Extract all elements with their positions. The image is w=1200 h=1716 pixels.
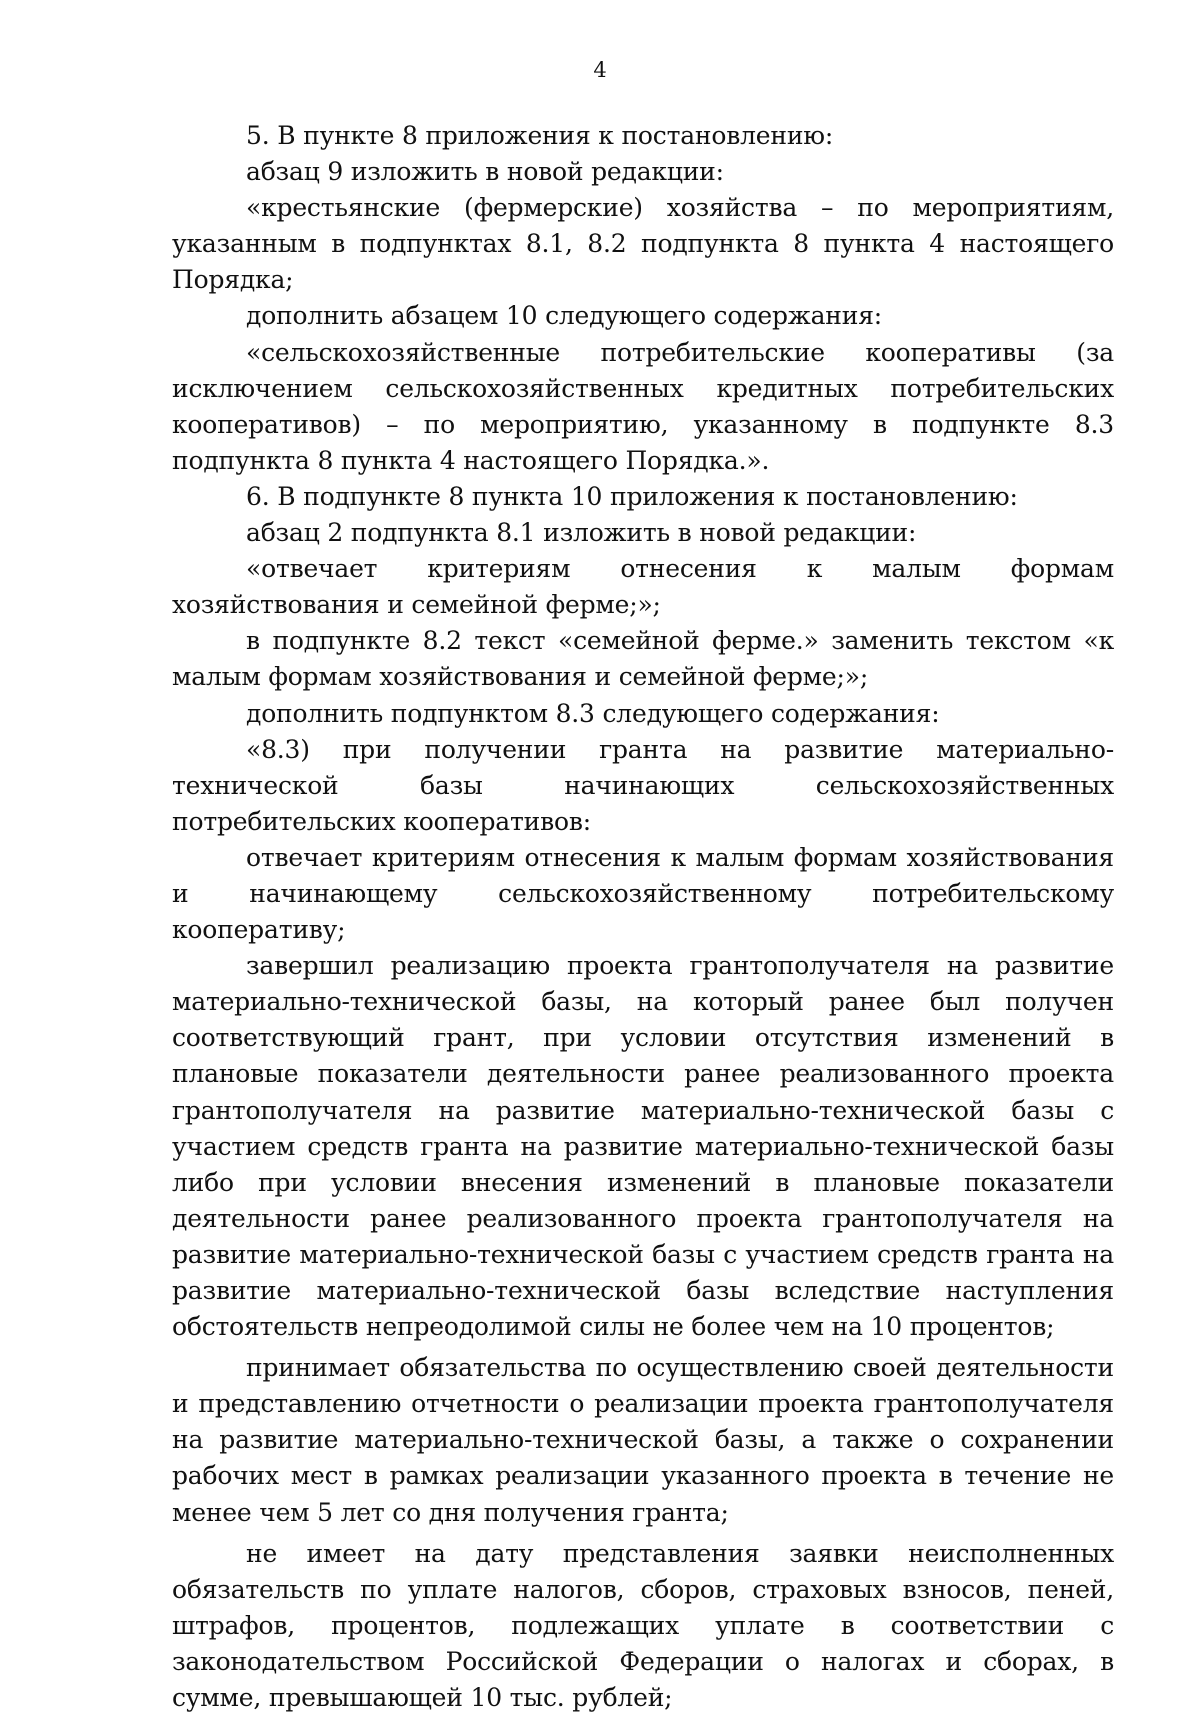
paragraph: в подпункте 8.2 текст «семейной ферме.» заменить текстом «к малым формам хозяйствования и семейной ферме;»;	[172, 626, 1114, 692]
paragraph: принимает обязательства по осуществлению своей деятельности и представлению отчетности о реализации проекта грантополучателя на развитие материально-технической базы, а также о сохранении рабочих мест в рамках реализации указанного проекта в течение не менее чем 5 лет со дня получения гранта;	[172, 1353, 1114, 1527]
paragraph: абзац 2 подпункта 8.1 изложить в новой редакции:	[246, 518, 917, 548]
paragraph-5-heading: 5. В пункте 8 приложения к постановлению:	[246, 121, 834, 150]
paragraph: не имеет на дату представления заявки неисполненных обязательств по уплате налогов, сборов, страховых взносов, пеней, штрафов, процентов, подлежащих уплате в соответствии с законодательством Российской Федерации о налогах и сборах, в сумме, превышающей 10 тыс. рублей;	[172, 1538, 1114, 1713]
paragraph: «8.3) при получении гранта на развитие материально-технической базы начинающих сельскохозяйственных потребительских кооперативов:	[172, 734, 1114, 836]
paragraph: «сельскохозяйственные потребительские кооперативы (за исключением сельскохозяйственных кредитных потребительских кооперативов) – по мероприятию, указанному в подпункте 8.3 подпункта 8 пункта 4 настоящего Порядка.».	[172, 337, 1114, 475]
paragraph: «отвечает критериям отнесения к малым формам хозяйствования и семейной ферме;»;	[172, 554, 1114, 620]
paragraph: «крестьянские (фермерские) хозяйства – по мероприятиям, указанным в подпунктах 8.1, 8.2 подпункта 8 пункта 4 настоящего Порядка;	[172, 193, 1114, 295]
page-number: 4	[593, 58, 607, 82]
paragraph: дополнить абзацем 10 следующего содержания:	[246, 301, 883, 331]
paragraph: отвечает критериям отнесения к малым формам хозяйствования и начинающему сельскохозяйственному потребительскому кооперативу;	[172, 842, 1114, 945]
document-body	[172, 118, 1114, 1716]
paragraph: абзац 9 изложить в новой редакции:	[246, 157, 724, 187]
paragraph-6-heading: 6. В подпункте 8 пункта 10 приложения к постановлению:	[246, 481, 1018, 511]
paragraph: завершил реализацию проекта грантополучателя на развитие материально-технической базы, на который ранее был получен соответствующий грант, при условии отсутствия изменений в плановые показатели деятельности ранее реализованного проекта грантополучателя на развитие материально-технической базы с участием средств гранта на развитие материально-технической базы либо при условии внесения изменений в плановые показатели деятельности ранее реализованного проекта грантополучателя на развитие материально-технической базы с участием средств гранта на развитие материально-технической базы вследствие наступления обстоятельств непреодолимой силы не более чем на 10 процентов;	[172, 951, 1114, 1342]
paragraph: дополнить подпунктом 8.3 следующего содержания:	[246, 698, 940, 728]
